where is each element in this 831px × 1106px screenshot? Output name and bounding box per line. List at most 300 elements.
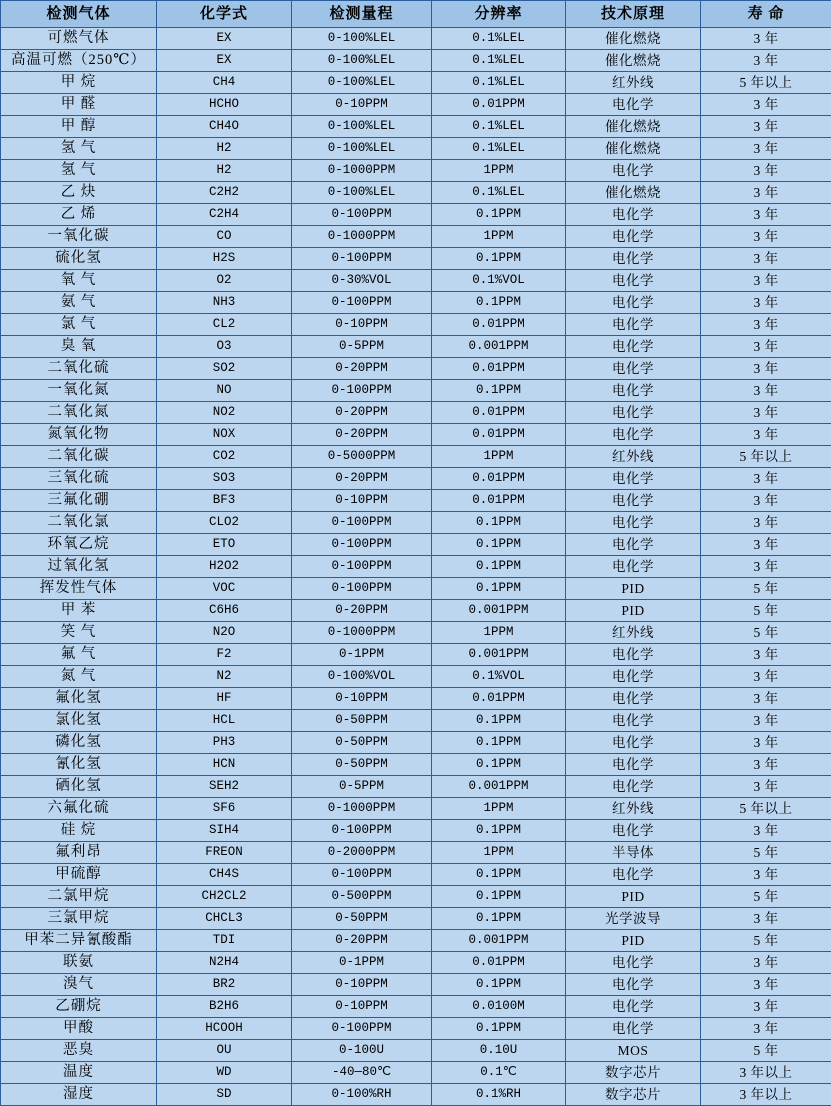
cell-lifespan: 3 年: [701, 490, 831, 512]
table-row: [1, 468, 831, 490]
cell-technology: 催化燃烧: [566, 116, 701, 138]
cell-range: 0-20PPM: [292, 358, 432, 380]
cell-range: 0-5000PPM: [292, 446, 432, 468]
cell-resolution: 0.1℃: [432, 1062, 566, 1084]
cell-resolution: 0.001PPM: [432, 930, 566, 952]
cell-range: 0-100PPM: [292, 380, 432, 402]
cell-gas: 高温可燃（250℃）: [1, 50, 157, 72]
cell-formula: HCL: [157, 710, 292, 732]
table-row: [1, 50, 831, 72]
cell-resolution: 0.001PPM: [432, 644, 566, 666]
cell-resolution: 0.01PPM: [432, 490, 566, 512]
cell-technology: PID: [566, 886, 701, 908]
column-header-technology: 技术原理: [566, 1, 701, 28]
cell-technology: 电化学: [566, 204, 701, 226]
cell-gas: 三氯甲烷: [1, 908, 157, 930]
cell-formula: CL2: [157, 314, 292, 336]
cell-technology: 催化燃烧: [566, 138, 701, 160]
cell-range: 0-10PPM: [292, 314, 432, 336]
table-row: [1, 820, 831, 842]
cell-range: 0-1PPM: [292, 952, 432, 974]
table-row: [1, 512, 831, 534]
table-header-row: [1, 1, 831, 28]
table-row: [1, 710, 831, 732]
cell-gas: 乙 炔: [1, 182, 157, 204]
cell-formula: CH4S: [157, 864, 292, 886]
cell-lifespan: 5 年以上: [701, 446, 831, 468]
cell-technology: 电化学: [566, 534, 701, 556]
cell-gas: 环氧乙烷: [1, 534, 157, 556]
cell-gas: 乙 烯: [1, 204, 157, 226]
cell-range: 0-100PPM: [292, 204, 432, 226]
cell-formula: BR2: [157, 974, 292, 996]
cell-resolution: 0.1PPM: [432, 974, 566, 996]
cell-range: 0-100PPM: [292, 820, 432, 842]
table-row: [1, 28, 831, 50]
cell-range: 0-100PPM: [292, 512, 432, 534]
cell-resolution: 0.01PPM: [432, 688, 566, 710]
cell-lifespan: 3 年: [701, 468, 831, 490]
cell-resolution: 0.1%LEL: [432, 182, 566, 204]
cell-gas: 二氧化氯: [1, 512, 157, 534]
table-row: [1, 974, 831, 996]
cell-lifespan: 5 年以上: [701, 72, 831, 94]
cell-gas: 氢 气: [1, 138, 157, 160]
cell-lifespan: 3 年: [701, 776, 831, 798]
cell-gas: 臭 氧: [1, 336, 157, 358]
table-row: [1, 138, 831, 160]
cell-gas: 甲苯二异氰酸酯: [1, 930, 157, 952]
cell-gas: 六氟化硫: [1, 798, 157, 820]
cell-range: 0-100PPM: [292, 556, 432, 578]
cell-range: 0-100%RH: [292, 1084, 432, 1106]
cell-resolution: 0.1%LEL: [432, 72, 566, 94]
column-header-range: 检测量程: [292, 1, 432, 28]
cell-lifespan: 3 年: [701, 732, 831, 754]
table-row: [1, 842, 831, 864]
cell-gas: 氢 气: [1, 160, 157, 182]
cell-technology: 电化学: [566, 688, 701, 710]
cell-formula: PH3: [157, 732, 292, 754]
table-row: [1, 534, 831, 556]
column-header-formula: 化学式: [157, 1, 292, 28]
cell-range: 0-5PPM: [292, 776, 432, 798]
cell-gas: 可燃气体: [1, 28, 157, 50]
cell-resolution: 0.1PPM: [432, 292, 566, 314]
cell-technology: 电化学: [566, 732, 701, 754]
cell-resolution: 1PPM: [432, 842, 566, 864]
cell-formula: NOX: [157, 424, 292, 446]
cell-gas: 三氟化硼: [1, 490, 157, 512]
cell-gas: 温度: [1, 1062, 157, 1084]
cell-range: 0-50PPM: [292, 908, 432, 930]
cell-technology: 电化学: [566, 666, 701, 688]
cell-technology: 电化学: [566, 468, 701, 490]
cell-technology: PID: [566, 578, 701, 600]
cell-lifespan: 3 年: [701, 226, 831, 248]
table-row: [1, 270, 831, 292]
cell-resolution: 0.1PPM: [432, 534, 566, 556]
cell-formula: SIH4: [157, 820, 292, 842]
cell-resolution: 1PPM: [432, 622, 566, 644]
cell-gas: 联氨: [1, 952, 157, 974]
table-row: [1, 336, 831, 358]
cell-formula: C6H6: [157, 600, 292, 622]
column-header-gas: 检测气体: [1, 1, 157, 28]
cell-technology: 电化学: [566, 864, 701, 886]
cell-technology: 电化学: [566, 402, 701, 424]
cell-technology: 电化学: [566, 754, 701, 776]
cell-resolution: 1PPM: [432, 160, 566, 182]
cell-formula: NO2: [157, 402, 292, 424]
cell-gas: 甲 烷: [1, 72, 157, 94]
cell-lifespan: 3 年: [701, 94, 831, 116]
table-row: [1, 160, 831, 182]
cell-lifespan: 3 年: [701, 50, 831, 72]
cell-technology: 电化学: [566, 424, 701, 446]
cell-gas: 过氧化氢: [1, 556, 157, 578]
cell-gas: 挥发性气体: [1, 578, 157, 600]
table-row: [1, 886, 831, 908]
cell-formula: HCOOH: [157, 1018, 292, 1040]
cell-technology: 红外线: [566, 622, 701, 644]
cell-gas: 氟利昂: [1, 842, 157, 864]
cell-technology: 电化学: [566, 226, 701, 248]
cell-lifespan: 3 年: [701, 644, 831, 666]
cell-technology: 电化学: [566, 710, 701, 732]
cell-range: 0-30%VOL: [292, 270, 432, 292]
cell-resolution: 0.1%VOL: [432, 270, 566, 292]
cell-resolution: 1PPM: [432, 798, 566, 820]
cell-resolution: 0.01PPM: [432, 358, 566, 380]
cell-resolution: 0.001PPM: [432, 776, 566, 798]
cell-gas: 氟 气: [1, 644, 157, 666]
cell-formula: CLO2: [157, 512, 292, 534]
cell-gas: 恶臭: [1, 1040, 157, 1062]
cell-formula: H2S: [157, 248, 292, 270]
table-row: [1, 996, 831, 1018]
column-header-resolution: 分辨率: [432, 1, 566, 28]
cell-gas: 一氧化氮: [1, 380, 157, 402]
cell-resolution: 0.1PPM: [432, 556, 566, 578]
cell-resolution: 0.01PPM: [432, 402, 566, 424]
cell-range: 0-100PPM: [292, 292, 432, 314]
table-row: [1, 94, 831, 116]
cell-formula: CH4: [157, 72, 292, 94]
cell-lifespan: 3 年: [701, 292, 831, 314]
cell-range: -40—80℃: [292, 1062, 432, 1084]
cell-lifespan: 3 年: [701, 556, 831, 578]
cell-technology: 电化学: [566, 556, 701, 578]
cell-range: 0-1000PPM: [292, 160, 432, 182]
cell-resolution: 0.1PPM: [432, 248, 566, 270]
table-row: [1, 666, 831, 688]
cell-formula: SD: [157, 1084, 292, 1106]
table-row: [1, 600, 831, 622]
cell-formula: NO: [157, 380, 292, 402]
cell-resolution: 0.1PPM: [432, 864, 566, 886]
cell-resolution: 0.01PPM: [432, 952, 566, 974]
cell-lifespan: 3 年: [701, 182, 831, 204]
cell-formula: O2: [157, 270, 292, 292]
cell-range: 0-50PPM: [292, 710, 432, 732]
cell-technology: 电化学: [566, 820, 701, 842]
cell-resolution: 0.001PPM: [432, 336, 566, 358]
cell-resolution: 0.1PPM: [432, 710, 566, 732]
cell-gas: 二氯甲烷: [1, 886, 157, 908]
cell-range: 0-10PPM: [292, 490, 432, 512]
cell-lifespan: 3 年: [701, 402, 831, 424]
cell-resolution: 0.1PPM: [432, 512, 566, 534]
cell-formula: SO2: [157, 358, 292, 380]
cell-technology: 电化学: [566, 358, 701, 380]
cell-gas: 笑 气: [1, 622, 157, 644]
cell-resolution: 0.1PPM: [432, 204, 566, 226]
cell-technology: 电化学: [566, 94, 701, 116]
table-row: [1, 908, 831, 930]
cell-resolution: 0.001PPM: [432, 600, 566, 622]
cell-range: 0-10PPM: [292, 94, 432, 116]
cell-technology: 催化燃烧: [566, 50, 701, 72]
cell-gas: 乙硼烷: [1, 996, 157, 1018]
cell-lifespan: 3 年: [701, 138, 831, 160]
cell-technology: 电化学: [566, 336, 701, 358]
cell-lifespan: 3 年: [701, 952, 831, 974]
table-header: [1, 1, 831, 28]
cell-gas: 二氧化氮: [1, 402, 157, 424]
cell-gas: 甲 苯: [1, 600, 157, 622]
cell-range: 0-20PPM: [292, 424, 432, 446]
cell-gas: 溴气: [1, 974, 157, 996]
cell-gas: 氧 气: [1, 270, 157, 292]
cell-range: 0-1000PPM: [292, 226, 432, 248]
cell-resolution: 1PPM: [432, 446, 566, 468]
cell-range: 0-10PPM: [292, 688, 432, 710]
cell-range: 0-20PPM: [292, 402, 432, 424]
cell-lifespan: 3 年: [701, 754, 831, 776]
cell-technology: PID: [566, 600, 701, 622]
cell-gas: 氯 气: [1, 314, 157, 336]
cell-resolution: 0.01PPM: [432, 94, 566, 116]
cell-resolution: 0.01PPM: [432, 424, 566, 446]
cell-lifespan: 3 年: [701, 666, 831, 688]
cell-formula: N2O: [157, 622, 292, 644]
cell-lifespan: 3 年: [701, 28, 831, 50]
cell-lifespan: 5 年: [701, 600, 831, 622]
cell-technology: 数字芯片: [566, 1084, 701, 1106]
cell-lifespan: 3 年: [701, 710, 831, 732]
cell-formula: HCHO: [157, 94, 292, 116]
cell-technology: 电化学: [566, 644, 701, 666]
cell-lifespan: 3 年: [701, 424, 831, 446]
cell-lifespan: 3 年: [701, 820, 831, 842]
cell-range: 0-10PPM: [292, 996, 432, 1018]
cell-range: 0-100PPM: [292, 534, 432, 556]
cell-resolution: 0.1PPM: [432, 1018, 566, 1040]
cell-lifespan: 3 年: [701, 116, 831, 138]
cell-technology: 催化燃烧: [566, 182, 701, 204]
cell-resolution: 0.1%LEL: [432, 138, 566, 160]
cell-gas: 磷化氢: [1, 732, 157, 754]
cell-formula: WD: [157, 1062, 292, 1084]
cell-resolution: 0.01PPM: [432, 314, 566, 336]
cell-lifespan: 3 年: [701, 314, 831, 336]
cell-range: 0-2000PPM: [292, 842, 432, 864]
cell-technology: 电化学: [566, 160, 701, 182]
cell-range: 0-100%LEL: [292, 116, 432, 138]
table-row: [1, 402, 831, 424]
cell-resolution: 0.0100M: [432, 996, 566, 1018]
cell-resolution: 0.1PPM: [432, 820, 566, 842]
cell-resolution: 0.1PPM: [432, 754, 566, 776]
cell-technology: 电化学: [566, 974, 701, 996]
cell-gas: 二氧化硫: [1, 358, 157, 380]
cell-range: 0-100PPM: [292, 1018, 432, 1040]
table-row: [1, 248, 831, 270]
cell-lifespan: 3 年: [701, 864, 831, 886]
cell-formula: CO2: [157, 446, 292, 468]
cell-formula: SO3: [157, 468, 292, 490]
table-row: [1, 424, 831, 446]
cell-technology: 电化学: [566, 952, 701, 974]
cell-lifespan: 3 年: [701, 160, 831, 182]
cell-technology: 数字芯片: [566, 1062, 701, 1084]
cell-gas: 湿度: [1, 1084, 157, 1106]
table-row: [1, 776, 831, 798]
cell-range: 0-50PPM: [292, 732, 432, 754]
table-row: [1, 688, 831, 710]
table-row: [1, 754, 831, 776]
cell-formula: N2: [157, 666, 292, 688]
cell-formula: B2H6: [157, 996, 292, 1018]
cell-formula: ETO: [157, 534, 292, 556]
cell-gas: 三氧化硫: [1, 468, 157, 490]
table-row: [1, 864, 831, 886]
cell-gas: 二氧化碳: [1, 446, 157, 468]
cell-range: 0-100%LEL: [292, 138, 432, 160]
cell-range: 0-5PPM: [292, 336, 432, 358]
cell-resolution: 0.1PPM: [432, 578, 566, 600]
table-row: [1, 930, 831, 952]
cell-resolution: 0.1PPM: [432, 908, 566, 930]
table-row: [1, 578, 831, 600]
cell-formula: CH2CL2: [157, 886, 292, 908]
cell-gas: 硅 烷: [1, 820, 157, 842]
cell-formula: NH3: [157, 292, 292, 314]
cell-gas: 氮氧化物: [1, 424, 157, 446]
table-row: [1, 292, 831, 314]
cell-lifespan: 3 年: [701, 270, 831, 292]
cell-resolution: 0.01PPM: [432, 468, 566, 490]
cell-technology: 电化学: [566, 776, 701, 798]
cell-resolution: 0.1%LEL: [432, 50, 566, 72]
cell-resolution: 0.1PPM: [432, 732, 566, 754]
cell-lifespan: 3 年: [701, 336, 831, 358]
table-row: [1, 644, 831, 666]
cell-lifespan: 5 年: [701, 930, 831, 952]
cell-range: 0-100U: [292, 1040, 432, 1062]
cell-range: 0-20PPM: [292, 468, 432, 490]
cell-formula: O3: [157, 336, 292, 358]
cell-formula: CO: [157, 226, 292, 248]
cell-formula: C2H2: [157, 182, 292, 204]
table-row: [1, 556, 831, 578]
cell-technology: 电化学: [566, 314, 701, 336]
cell-technology: PID: [566, 930, 701, 952]
cell-lifespan: 3 年: [701, 204, 831, 226]
cell-gas: 氟化氢: [1, 688, 157, 710]
cell-resolution: 0.1%VOL: [432, 666, 566, 688]
table-row: [1, 952, 831, 974]
cell-gas: 硒化氢: [1, 776, 157, 798]
cell-range: 0-100%VOL: [292, 666, 432, 688]
table-row: [1, 798, 831, 820]
cell-lifespan: 3 年: [701, 512, 831, 534]
table-row: [1, 622, 831, 644]
table-row: [1, 1062, 831, 1084]
cell-formula: H2: [157, 160, 292, 182]
cell-formula: N2H4: [157, 952, 292, 974]
cell-formula: SF6: [157, 798, 292, 820]
table-body: [1, 28, 831, 1106]
cell-lifespan: 5 年: [701, 578, 831, 600]
cell-formula: EX: [157, 28, 292, 50]
cell-lifespan: 3 年: [701, 974, 831, 996]
cell-range: 0-100%LEL: [292, 72, 432, 94]
cell-range: 0-1000PPM: [292, 622, 432, 644]
cell-technology: 半导体: [566, 842, 701, 864]
cell-formula: CH4O: [157, 116, 292, 138]
cell-technology: MOS: [566, 1040, 701, 1062]
table-row: [1, 204, 831, 226]
cell-formula: HF: [157, 688, 292, 710]
cell-formula: TDI: [157, 930, 292, 952]
cell-gas: 一氧化碳: [1, 226, 157, 248]
cell-gas: 氯化氢: [1, 710, 157, 732]
table-row: [1, 1040, 831, 1062]
cell-technology: 电化学: [566, 292, 701, 314]
cell-technology: 红外线: [566, 446, 701, 468]
cell-lifespan: 3 年: [701, 248, 831, 270]
cell-lifespan: 3 年以上: [701, 1084, 831, 1106]
cell-formula: EX: [157, 50, 292, 72]
cell-formula: H2O2: [157, 556, 292, 578]
table-row: [1, 446, 831, 468]
cell-gas: 甲酸: [1, 1018, 157, 1040]
table-row: [1, 732, 831, 754]
cell-resolution: 0.1PPM: [432, 380, 566, 402]
table-row: [1, 72, 831, 94]
cell-range: 0-100%LEL: [292, 50, 432, 72]
cell-range: 0-100PPM: [292, 578, 432, 600]
cell-lifespan: 3 年: [701, 358, 831, 380]
cell-range: 0-100%LEL: [292, 28, 432, 50]
cell-formula: BF3: [157, 490, 292, 512]
cell-technology: 红外线: [566, 798, 701, 820]
cell-formula: VOC: [157, 578, 292, 600]
cell-technology: 电化学: [566, 490, 701, 512]
cell-resolution: 1PPM: [432, 226, 566, 248]
table-row: [1, 490, 831, 512]
cell-formula: F2: [157, 644, 292, 666]
cell-gas: 氨 气: [1, 292, 157, 314]
cell-gas: 氰化氢: [1, 754, 157, 776]
table-row: [1, 1018, 831, 1040]
table-row: [1, 1084, 831, 1106]
cell-formula: H2: [157, 138, 292, 160]
table-row: [1, 116, 831, 138]
cell-formula: C2H4: [157, 204, 292, 226]
